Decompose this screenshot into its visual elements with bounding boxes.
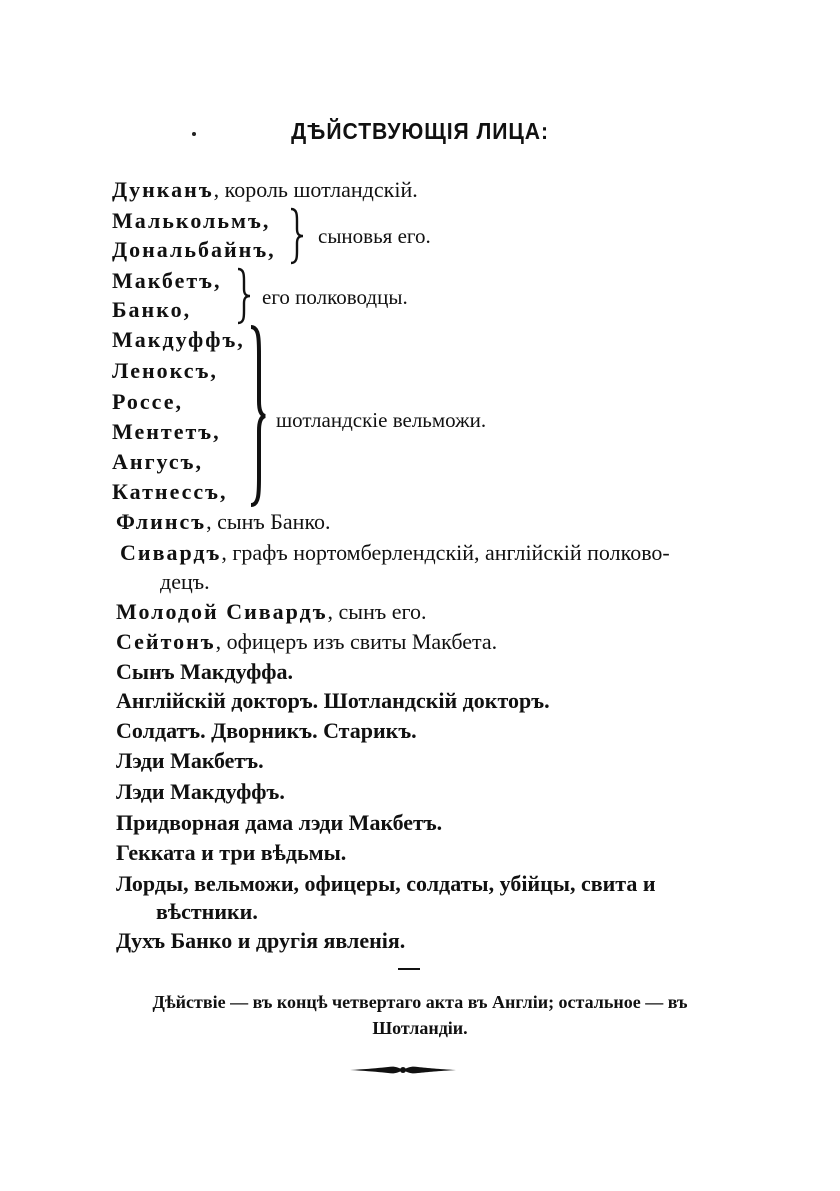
character-donalbain: [112, 237, 276, 263]
character-lennox: [112, 358, 218, 384]
setting-note-line2: Шотландіи.: [372, 1018, 468, 1038]
brace-nobles: [247, 325, 267, 507]
character-lady-macduff: Лэди Макдуффъ.: [116, 779, 285, 804]
character-name: Сивардъ: [120, 540, 222, 565]
character-soldier-porter: Солдатъ. Дворникъ. Старикъ.: [116, 718, 417, 743]
character-caithness: [112, 479, 227, 505]
character-desc: , король шотландскій.: [213, 177, 418, 202]
character-siward: [120, 540, 670, 566]
character-lords-cont: вѣстники.: [156, 899, 258, 924]
group-label-sons: сыновья его.: [318, 224, 431, 248]
character-son-macduff: Сынъ Макдуффа.: [116, 659, 294, 684]
character-name: Флинсъ: [116, 509, 207, 534]
character-name: Россе,: [112, 389, 183, 414]
character-malcolm: [112, 208, 270, 234]
brace-generals: [234, 267, 252, 325]
character-menteith: [112, 419, 221, 445]
character-lords: Лорды, вельможи, офицеры, солдаты, убійцы, свита и: [116, 871, 656, 896]
character-desc: , сынъ Банко.: [206, 509, 331, 534]
brace-sons: [287, 207, 305, 265]
character-name: Малькольмъ,: [112, 208, 271, 233]
character-angus: [112, 449, 203, 475]
character-name: Дональбайнъ,: [112, 237, 276, 262]
character-young-siward: [116, 599, 426, 625]
character-desc: , сынъ его.: [327, 599, 427, 624]
group-label-generals: его полководцы.: [262, 285, 408, 309]
character-macduff: [112, 327, 245, 353]
character-name: Ментетъ,: [112, 419, 221, 444]
character-name: Сейтонъ: [116, 629, 216, 654]
character-duncan: [112, 177, 418, 203]
character-macbeth: [112, 268, 222, 294]
character-banquo: [112, 297, 191, 323]
character-name: Банко,: [112, 297, 192, 322]
page-title: ДѢЙСТВУЮЩІЯ ЛИЦА:: [291, 118, 549, 144]
character-lady-macbeth: Лэди Макбетъ.: [116, 748, 264, 773]
character-name: Дунканъ: [112, 177, 214, 202]
section-divider: [398, 968, 420, 970]
character-desc: , офицеръ изъ свиты Макбета.: [215, 629, 498, 654]
character-ross: [112, 389, 183, 415]
character-fleance: [116, 509, 331, 535]
character-name: Катнессъ,: [112, 479, 228, 504]
character-name: Молодой Сивардъ: [116, 599, 328, 624]
character-seyton: [116, 629, 497, 655]
character-doctors: Англійскій докторъ. Шотландскій докторъ.: [116, 688, 550, 713]
character-siward-cont: [160, 569, 210, 595]
character-desc: , графъ нортомберлендскій, англійскій полково-: [221, 540, 670, 565]
setting-note-line1: Дѣйствіе — въ концѣ четвертаго акта въ Англіи; остальное — въ: [152, 992, 688, 1012]
character-desc-cont: децъ.: [160, 569, 210, 594]
character-ghost: Духъ Банко и другія явленія.: [116, 928, 406, 953]
character-name: Макбетъ,: [112, 268, 222, 293]
character-name: Макдуффъ,: [112, 327, 245, 352]
character-hecate: Гекката и три вѣдьмы.: [116, 840, 347, 865]
character-name: Ангусъ,: [112, 449, 203, 474]
character-name: Леноксъ,: [112, 358, 218, 383]
group-label-nobles: шотландскіе вельможи.: [276, 408, 487, 432]
ornament-divider-icon: [348, 1062, 458, 1078]
character-gentlewoman: Придворная дама лэди Макбетъ.: [116, 810, 443, 835]
